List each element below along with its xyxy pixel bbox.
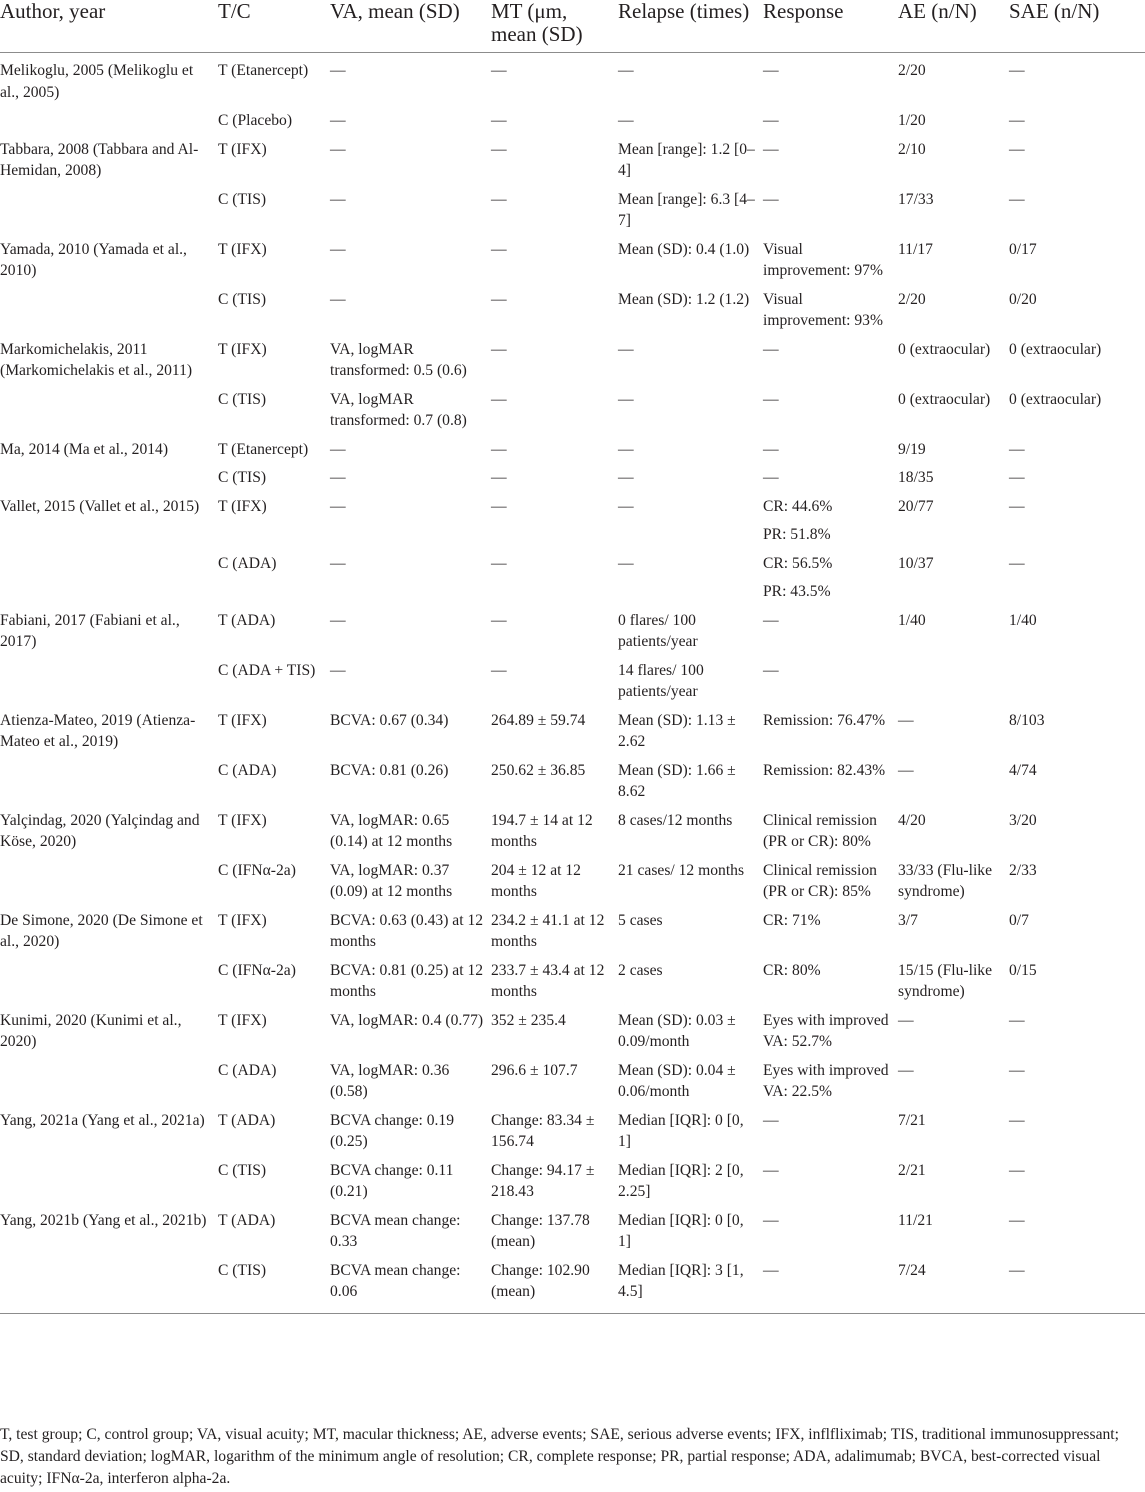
cell-ae: 1/20 bbox=[898, 112, 926, 129]
cell-mt: — bbox=[491, 340, 507, 358]
cell-sae bbox=[1007, 653, 1145, 703]
cell-va: BCVA: 0.81 (0.26) bbox=[330, 761, 449, 779]
cell-response: — bbox=[763, 190, 779, 208]
cell-mt: — bbox=[491, 390, 507, 408]
cell-va: VA, logMAR: 0.36 (0.58) bbox=[330, 1061, 450, 1100]
cell-sae: — bbox=[1009, 440, 1025, 458]
cell-tc: T (IFX) bbox=[218, 811, 267, 829]
cell-mt bbox=[489, 574, 616, 603]
cell-va: BCVA: 0.81 (0.25) at 12 months bbox=[330, 961, 484, 1000]
cell-ae bbox=[896, 653, 1007, 703]
cell-ae: 0 (extraocular) bbox=[898, 340, 991, 358]
cell-va: — bbox=[330, 62, 346, 79]
cell-response: CR: 71% bbox=[763, 911, 821, 929]
cell-sae: 0/20 bbox=[1009, 290, 1037, 308]
cell-response: — bbox=[763, 661, 779, 679]
cell-va: — bbox=[330, 554, 346, 572]
table-row bbox=[0, 1203, 1145, 1253]
cell-author: Fabiani, 2017 (Fabiani et al., 2017) bbox=[0, 611, 180, 650]
cell-ae: 2/10 bbox=[898, 140, 926, 158]
cell-ae bbox=[896, 574, 1007, 603]
cell-va: VA, logMAR: 0.4 (0.77) bbox=[330, 1011, 484, 1029]
cell-author bbox=[0, 574, 216, 603]
cell-author bbox=[0, 460, 216, 489]
cell-va: — bbox=[330, 497, 346, 515]
header-va: VA, mean (SD) bbox=[328, 0, 489, 53]
cell-author: Ma, 2014 (Ma et al., 2014) bbox=[0, 440, 169, 458]
table-row bbox=[0, 232, 1145, 282]
cell-mt: — bbox=[491, 469, 507, 486]
cell-relapse: Mean (SD): 1.13 ± 2.62 bbox=[618, 711, 736, 750]
cell-response: — bbox=[763, 1211, 779, 1229]
cell-mt: — bbox=[491, 112, 507, 129]
header-row bbox=[0, 0, 1145, 53]
cell-tc: C (ADA) bbox=[218, 1061, 277, 1079]
cell-response: — bbox=[763, 611, 779, 629]
cell-author bbox=[0, 1153, 216, 1203]
cell-author: Melikoglu, 2005 (Melikoglu et al., 2005) bbox=[0, 62, 194, 101]
table-row bbox=[0, 1253, 1145, 1314]
cell-ae: 20/77 bbox=[898, 497, 934, 515]
table-row bbox=[0, 603, 1145, 653]
cell-relapse: Mean [range]: 1.2 [0–4] bbox=[618, 140, 755, 179]
cell-author: Tabbara, 2008 (Tabbara and Al-Hemidan, 2008) bbox=[0, 140, 199, 179]
cell-mt: — bbox=[491, 497, 507, 515]
cell-tc: C (ADA + TIS) bbox=[218, 661, 316, 679]
table-row bbox=[0, 1103, 1145, 1153]
cell-sae: — bbox=[1009, 1011, 1025, 1029]
header-mt: MT (μm, mean (SD) bbox=[489, 0, 616, 53]
cell-mt: 234.2 ± 41.1 at 12 months bbox=[491, 911, 605, 950]
cell-tc bbox=[216, 574, 328, 603]
cell-sae: 3/20 bbox=[1009, 811, 1037, 829]
cell-response: — bbox=[763, 469, 779, 486]
cell-tc: C (TIS) bbox=[218, 1161, 267, 1179]
cell-relapse: 8 cases/12 months bbox=[618, 811, 733, 829]
cell-author: Yalçindag, 2020 (Yalçindag and Köse, 2020) bbox=[0, 811, 200, 850]
cell-response: — bbox=[763, 340, 779, 358]
cell-tc: T (Etanercept) bbox=[218, 440, 309, 458]
cell-relapse bbox=[616, 574, 761, 603]
cell-va bbox=[328, 517, 489, 546]
cell-response: — bbox=[763, 1111, 779, 1129]
cell-tc: T (ADA) bbox=[218, 611, 276, 629]
cell-va: — bbox=[330, 190, 346, 208]
cell-va: BCVA: 0.67 (0.34) bbox=[330, 711, 449, 729]
cell-mt: 296.6 ± 107.7 bbox=[491, 1061, 578, 1079]
cell-sae: 2/33 bbox=[1009, 861, 1037, 879]
cell-relapse: Median [IQR]: 0 [0, 1] bbox=[618, 1211, 744, 1250]
cell-relapse: — bbox=[618, 497, 634, 515]
cell-tc: T (IFX) bbox=[218, 140, 267, 158]
cell-tc: C (IFNα-2a) bbox=[218, 861, 296, 879]
cell-author: Vallet, 2015 (Vallet et al., 2015) bbox=[0, 497, 200, 515]
cell-mt: 250.62 ± 36.85 bbox=[491, 761, 586, 779]
cell-mt: 194.7 ± 14 at 12 months bbox=[491, 811, 593, 850]
cell-sae: — bbox=[1009, 497, 1025, 515]
cell-va: — bbox=[330, 440, 346, 458]
cell-sae: 4/74 bbox=[1009, 761, 1037, 779]
cell-ae: 2/20 bbox=[898, 62, 926, 79]
cell-ae: 7/24 bbox=[896, 1253, 1007, 1314]
cell-va: BCVA change: 0.11 (0.21) bbox=[330, 1161, 454, 1200]
cell-tc: C (TIS) bbox=[218, 390, 267, 408]
header-author-year: Author, year bbox=[0, 0, 216, 53]
cell-relapse: Mean (SD): 0.4 (1.0) bbox=[618, 240, 750, 258]
table-row bbox=[0, 653, 1145, 703]
cell-author: Yang, 2021b (Yang et al., 2021b) bbox=[0, 1211, 207, 1229]
cell-response: — bbox=[763, 62, 779, 79]
cell-relapse: 5 cases bbox=[618, 911, 663, 929]
cell-response: — bbox=[763, 1161, 779, 1179]
table-header bbox=[0, 0, 1145, 53]
cell-mt: 352 ± 235.4 bbox=[491, 1011, 566, 1029]
cell-response: — bbox=[763, 390, 779, 408]
cell-response: Visual improvement: 93% bbox=[763, 290, 883, 329]
cell-va: BCVA mean change: 0.06 bbox=[328, 1253, 489, 1314]
cell-response: — bbox=[763, 140, 779, 158]
cell-author: Markomichelakis, 2011 (Markomichelakis et al., 2011) bbox=[0, 340, 193, 379]
cell-mt: 233.7 ± 43.4 at 12 months bbox=[491, 961, 605, 1000]
table-row bbox=[0, 132, 1145, 182]
table-row bbox=[0, 1153, 1145, 1203]
cell-tc: C (ADA) bbox=[218, 761, 277, 779]
cell-mt bbox=[489, 517, 616, 546]
table-row bbox=[0, 382, 1145, 432]
cell-response: — bbox=[763, 440, 779, 458]
cell-author bbox=[0, 103, 216, 132]
cell-relapse: — bbox=[618, 440, 634, 458]
cell-tc: T (Etanercept) bbox=[218, 62, 309, 79]
cell-author bbox=[0, 546, 216, 575]
cell-tc: C (TIS) bbox=[216, 1253, 328, 1314]
cell-va: — bbox=[330, 469, 346, 486]
cell-mt: — bbox=[491, 190, 507, 208]
cell-ae: — bbox=[898, 711, 914, 729]
cell-author bbox=[0, 282, 216, 332]
table-row bbox=[0, 703, 1145, 753]
cell-relapse: Mean (SD): 0.04 ± 0.06/month bbox=[618, 1061, 736, 1100]
cell-va: — bbox=[330, 661, 346, 679]
cell-tc: C (TIS) bbox=[218, 469, 267, 486]
cell-response: Visual improvement: 97% bbox=[763, 240, 883, 279]
cell-va: VA, logMAR: 0.65 (0.14) at 12 months bbox=[330, 811, 453, 850]
cell-response: CR: 44.6% bbox=[763, 497, 833, 515]
cell-ae: 10/37 bbox=[898, 554, 934, 572]
cell-relapse: — bbox=[618, 390, 634, 408]
cell-ae: 15/15 (Flu-like syndrome) bbox=[898, 961, 992, 1000]
cell-tc: T (IFX) bbox=[218, 240, 267, 258]
table-row bbox=[0, 953, 1145, 1003]
cell-tc: C (TIS) bbox=[218, 190, 267, 208]
table-row bbox=[0, 517, 1145, 546]
cell-ae: 4/20 bbox=[898, 811, 926, 829]
cell-ae: 1/40 bbox=[898, 611, 926, 629]
cell-response: Clinical remission (PR or CR): 80% bbox=[763, 811, 877, 850]
cell-author bbox=[0, 1053, 216, 1103]
cell-relapse: — bbox=[618, 340, 634, 358]
cell-relapse: Mean (SD): 1.2 (1.2) bbox=[618, 290, 750, 308]
header-ae: AE (n/N) bbox=[896, 0, 1007, 53]
cell-mt: Change: 137.78 (mean) bbox=[491, 1211, 590, 1250]
cell-mt: Change: 94.17 ± 218.43 bbox=[491, 1161, 595, 1200]
cell-mt: — bbox=[491, 240, 507, 258]
cell-ae: — bbox=[898, 1061, 914, 1079]
cell-relapse: Mean (SD): 0.03 ± 0.09/month bbox=[618, 1011, 736, 1050]
cell-relapse: Mean [range]: 6.3 [4–7] bbox=[618, 190, 755, 229]
table-row bbox=[0, 103, 1145, 132]
cell-author: De Simone, 2020 (De Simone et al., 2020) bbox=[0, 911, 203, 950]
cell-tc: C (IFNα-2a) bbox=[218, 961, 296, 979]
cell-sae: 0/17 bbox=[1009, 240, 1037, 258]
cell-relapse: 2 cases bbox=[618, 961, 663, 979]
cell-tc: C (Placebo) bbox=[218, 112, 293, 129]
cell-sae: — bbox=[1009, 62, 1025, 79]
cell-ae: 11/17 bbox=[898, 240, 933, 258]
cell-sae: 1/40 bbox=[1009, 611, 1037, 629]
cell-relapse: Median [IQR]: 0 [0, 1] bbox=[618, 1111, 744, 1150]
cell-ae: 33/33 (Flu-like syndrome) bbox=[898, 861, 992, 900]
cell-va: VA, logMAR transformed: 0.7 (0.8) bbox=[330, 390, 467, 429]
header-tc: T/C bbox=[216, 0, 328, 53]
cell-relapse: — bbox=[618, 112, 634, 129]
cell-tc: T (IFX) bbox=[218, 497, 267, 515]
cell-mt: Change: 102.90 (mean) bbox=[489, 1253, 616, 1314]
table-row bbox=[0, 903, 1145, 953]
cell-tc: C (ADA) bbox=[218, 554, 277, 572]
cell-va: VA, logMAR transformed: 0.5 (0.6) bbox=[330, 340, 467, 379]
cell-response: Eyes with improved VA: 22.5% bbox=[763, 1061, 889, 1100]
cell-mt: — bbox=[491, 661, 507, 679]
cell-relapse: Median [IQR]: 3 [1, 4.5] bbox=[616, 1253, 761, 1314]
cell-va: BCVA change: 0.19 (0.25) bbox=[330, 1111, 455, 1150]
cell-response: PR: 51.8% bbox=[763, 526, 831, 543]
table-row bbox=[0, 460, 1145, 489]
cell-tc bbox=[216, 517, 328, 546]
cell-relapse: — bbox=[618, 469, 634, 486]
cell-ae: 18/35 bbox=[898, 469, 934, 486]
table-row bbox=[0, 803, 1145, 853]
cell-sae: 0/7 bbox=[1009, 911, 1029, 929]
cell-tc: T (ADA) bbox=[218, 1211, 276, 1229]
cell-sae bbox=[1007, 517, 1145, 546]
cell-sae: — bbox=[1009, 140, 1025, 158]
cell-author bbox=[0, 953, 216, 1003]
cell-va: BCVA mean change: 0.33 bbox=[330, 1211, 461, 1250]
cell-author bbox=[0, 1253, 216, 1314]
cell-tc: T (IFX) bbox=[218, 1011, 267, 1029]
table-row bbox=[0, 1003, 1145, 1053]
cell-author: Atienza-Mateo, 2019 (Atienza-Mateo et al., 2019) bbox=[0, 711, 196, 750]
table-row bbox=[0, 753, 1145, 803]
cell-ae: 7/21 bbox=[898, 1111, 926, 1129]
cell-sae: — bbox=[1009, 1161, 1025, 1179]
table-row bbox=[0, 853, 1145, 903]
cell-ae: 0 (extraocular) bbox=[898, 390, 991, 408]
table-body bbox=[0, 53, 1145, 1314]
table-row bbox=[0, 546, 1145, 575]
cell-sae: — bbox=[1009, 190, 1025, 208]
cell-relapse: — bbox=[618, 554, 634, 572]
cell-sae: 0/15 bbox=[1009, 961, 1037, 979]
cell-ae: — bbox=[898, 761, 914, 779]
cell-ae: 9/19 bbox=[898, 440, 926, 458]
cell-ae bbox=[896, 517, 1007, 546]
cell-ae: 2/21 bbox=[898, 1161, 926, 1179]
cell-sae: — bbox=[1009, 1061, 1025, 1079]
cell-tc: T (IFX) bbox=[218, 340, 267, 358]
cell-tc: C (TIS) bbox=[218, 290, 267, 308]
cell-relapse bbox=[616, 517, 761, 546]
cell-author bbox=[0, 182, 216, 232]
cell-response: Clinical remission (PR or CR): 85% bbox=[763, 861, 877, 900]
cell-sae: 0 (extraocular) bbox=[1009, 340, 1102, 358]
cell-response: CR: 80% bbox=[763, 961, 821, 979]
cell-relapse: Median [IQR]: 2 [0, 2.25] bbox=[618, 1161, 744, 1200]
table-row bbox=[0, 574, 1145, 603]
cell-sae: — bbox=[1009, 554, 1025, 572]
cell-va: — bbox=[330, 112, 346, 129]
header-response: Response bbox=[761, 0, 896, 53]
cell-ae: 2/20 bbox=[898, 290, 926, 308]
cell-mt: — bbox=[491, 554, 507, 572]
cell-author: Yang, 2021a (Yang et al., 2021a) bbox=[0, 1111, 205, 1129]
cell-author: Kunimi, 2020 (Kunimi et al., 2020) bbox=[0, 1011, 182, 1050]
header-sae: SAE (n/N) bbox=[1007, 0, 1145, 53]
cell-sae: — bbox=[1009, 1211, 1025, 1229]
cell-tc: T (IFX) bbox=[218, 911, 267, 929]
table-footnote: T, test group; C, control group; VA, visual acuity; MT, macular thickness; AE, adverse events; SAE, serious adverse events; IFX, inflfliximab; TIS, traditional immunosuppressant; SD, standard deviation; logMAR, logarithm of the minimum angle of resolution; CR, complete response; PR, partial response; ADA, adalimumab; BVCA, best-corrected visual acuity; IFNα-2a, interferon alpha-2a. bbox=[0, 1426, 1119, 1487]
cell-response: CR: 56.5% bbox=[763, 554, 833, 572]
header-relapse: Relapse (times) bbox=[616, 0, 761, 53]
cell-relapse: 14 flares/ 100 patients/year bbox=[618, 661, 704, 700]
cell-va: — bbox=[330, 140, 346, 158]
cell-relapse: 0 flares/ 100 patients/year bbox=[618, 611, 698, 650]
cell-mt: — bbox=[491, 290, 507, 308]
cell-mt: — bbox=[491, 140, 507, 158]
cell-response: Remission: 82.43% bbox=[763, 761, 886, 779]
cell-response: Remission: 76.47% bbox=[763, 711, 886, 729]
cell-response: — bbox=[761, 1253, 896, 1314]
cell-va: — bbox=[330, 240, 346, 258]
cell-va bbox=[328, 574, 489, 603]
table-row bbox=[0, 489, 1145, 518]
cell-author: Yamada, 2010 (Yamada et al., 2010) bbox=[0, 240, 187, 279]
cell-mt: — bbox=[491, 62, 507, 79]
cell-tc: T (IFX) bbox=[218, 711, 267, 729]
table-row bbox=[0, 432, 1145, 461]
cell-response: PR: 43.5% bbox=[763, 583, 831, 600]
cell-relapse: — bbox=[618, 62, 634, 79]
cell-response: — bbox=[763, 112, 779, 129]
cell-author bbox=[0, 753, 216, 803]
cell-mt: — bbox=[491, 440, 507, 458]
cell-mt: 204 ± 12 at 12 months bbox=[491, 861, 581, 900]
cell-mt: Change: 83.34 ± 156.74 bbox=[491, 1111, 595, 1150]
cell-relapse: 21 cases/ 12 months bbox=[618, 861, 745, 879]
cell-sae: — bbox=[1009, 1111, 1025, 1129]
cell-va: VA, logMAR: 0.37 (0.09) at 12 months bbox=[330, 861, 453, 900]
table-row bbox=[0, 53, 1145, 104]
cell-mt: 264.89 ± 59.74 bbox=[491, 711, 586, 729]
cell-va: — bbox=[330, 290, 346, 308]
cell-sae: — bbox=[1009, 469, 1025, 486]
cell-ae: 17/33 bbox=[898, 190, 934, 208]
cell-va: BCVA: 0.63 (0.43) at 12 months bbox=[330, 911, 484, 950]
cell-response: Eyes with improved VA: 52.7% bbox=[763, 1011, 889, 1050]
cell-ae: 3/7 bbox=[898, 911, 918, 929]
cell-author bbox=[0, 517, 216, 546]
cell-author bbox=[0, 853, 216, 903]
table-row bbox=[0, 1053, 1145, 1103]
cell-sae: — bbox=[1007, 1253, 1145, 1314]
cell-tc: T (ADA) bbox=[218, 1111, 276, 1129]
cell-author bbox=[0, 653, 216, 703]
cell-sae: 0 (extraocular) bbox=[1009, 390, 1102, 408]
cell-va: — bbox=[330, 611, 346, 629]
cell-mt: — bbox=[491, 611, 507, 629]
cell-sae: 8/103 bbox=[1009, 711, 1045, 729]
cell-author bbox=[0, 382, 216, 432]
cell-relapse: Mean (SD): 1.66 ± 8.62 bbox=[618, 761, 736, 800]
table-row bbox=[0, 282, 1145, 332]
table-row bbox=[0, 182, 1145, 232]
cell-sae: — bbox=[1009, 112, 1025, 129]
table-row bbox=[0, 332, 1145, 382]
cell-ae: — bbox=[898, 1011, 914, 1029]
cell-sae bbox=[1007, 574, 1145, 603]
cell-ae: 11/21 bbox=[898, 1211, 933, 1229]
